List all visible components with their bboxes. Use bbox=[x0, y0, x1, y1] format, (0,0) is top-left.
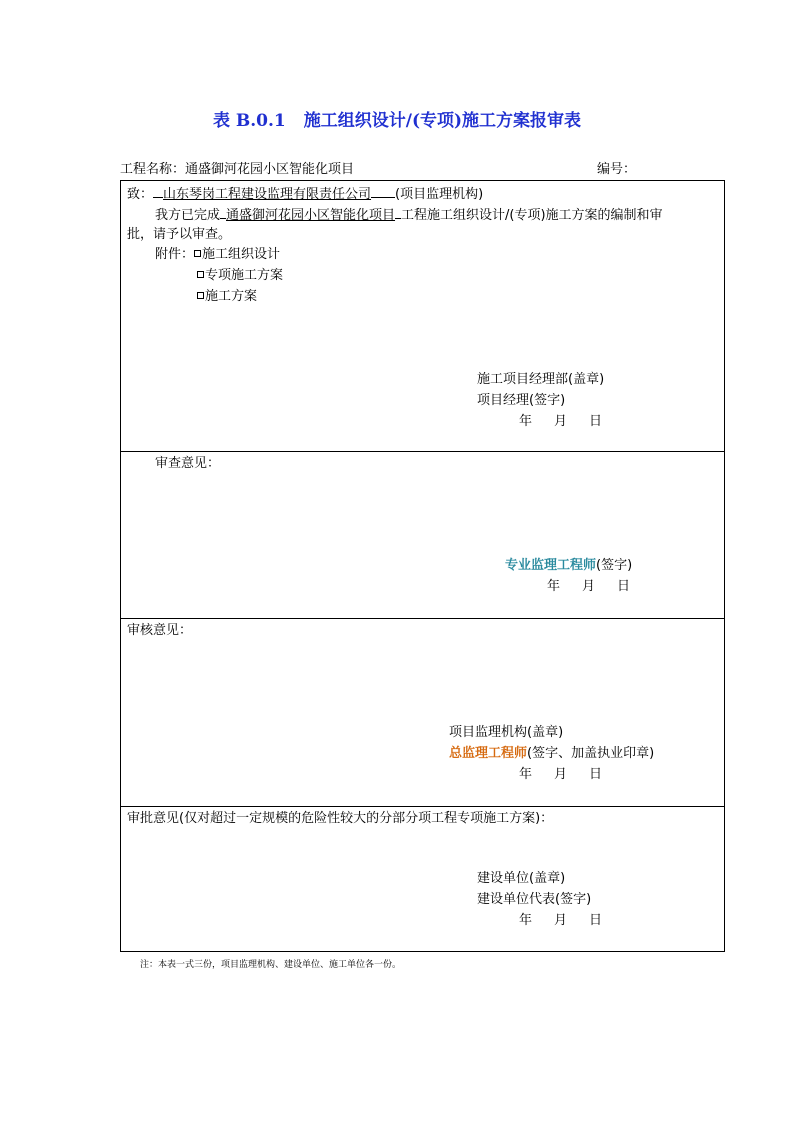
approval-label: 审批意见(仅对超过一定规模的危险性较大的分部分项工程专项施工方案)： bbox=[127, 811, 554, 826]
statement-prefix: 我方已完成 bbox=[155, 208, 221, 223]
date-year: 年 bbox=[519, 767, 533, 782]
date-row bbox=[519, 911, 602, 931]
section-review bbox=[121, 452, 724, 619]
checkbox-icon[interactable] bbox=[194, 250, 201, 257]
specialist-engineer-title: 专业监理工程师 bbox=[505, 558, 597, 573]
recipient-suffix: (项目监理机构) bbox=[395, 187, 484, 202]
date-day: 日 bbox=[589, 414, 603, 429]
date-year: 年 bbox=[519, 913, 533, 928]
review-label: 审查意见： bbox=[155, 456, 221, 471]
recipient-org: 山东琴岗工程建设监理有限责任公司 bbox=[163, 187, 372, 202]
attachment-label: 附件： bbox=[155, 247, 195, 262]
statement-suffix: 工程施工组织设计/(专项)施工方案的编制和审 bbox=[401, 208, 663, 223]
statement-line-2: 批，请予以审查。 bbox=[127, 227, 232, 242]
form-title-text: 施工组织设计/(专项)施工方案报审表 bbox=[303, 111, 582, 131]
project-name-row bbox=[120, 160, 354, 180]
client-unit-seal: 建设单位(盖章) bbox=[477, 871, 566, 886]
date-year: 年 bbox=[519, 414, 533, 429]
date-month: 月 bbox=[582, 579, 596, 594]
project-manager-sign: 项目经理(签字) bbox=[477, 393, 566, 408]
attachment-1: 施工组织设计 bbox=[202, 247, 281, 262]
client-rep-sign: 建设单位代表(签字) bbox=[477, 892, 592, 907]
statement-line-1 bbox=[155, 204, 663, 226]
date-month: 月 bbox=[554, 913, 568, 928]
date-year: 年 bbox=[547, 579, 561, 594]
contractor-dept-seal: 施工项目经理部(盖章) bbox=[477, 372, 605, 387]
date-day: 日 bbox=[589, 913, 603, 928]
section-submission bbox=[121, 181, 724, 452]
statement-project: 通盛御河花园小区智能化项目 bbox=[226, 208, 396, 223]
approval-form-table bbox=[120, 180, 725, 952]
form-code: 表 B.0.1 bbox=[212, 111, 286, 131]
attachment-2: 专项施工方案 bbox=[205, 268, 284, 283]
chief-engineer-title: 总监理工程师 bbox=[449, 746, 528, 761]
checkbox-icon[interactable] bbox=[197, 271, 204, 278]
date-row bbox=[519, 765, 602, 785]
date-month: 月 bbox=[554, 414, 568, 429]
number-label: 编号： bbox=[597, 162, 637, 177]
chief-engineer-sign bbox=[449, 744, 654, 764]
specialist-engineer-suffix: (签字) bbox=[596, 558, 633, 573]
checkbox-icon[interactable] bbox=[197, 292, 204, 299]
recipient-row bbox=[127, 183, 483, 205]
attachment-3: 施工方案 bbox=[205, 289, 258, 304]
specialist-engineer-sign bbox=[505, 556, 632, 576]
audit-label: 审核意见： bbox=[127, 623, 193, 638]
section-approval bbox=[121, 807, 724, 951]
attachment-2-row bbox=[197, 266, 283, 286]
section-audit bbox=[121, 619, 724, 807]
footnote: 注：本表一式三份，项目监理机构、建设单位、施工单位各一份。 bbox=[140, 960, 402, 970]
date-row bbox=[547, 577, 630, 597]
date-day: 日 bbox=[589, 767, 603, 782]
supervision-org-seal: 项目监理机构(盖章) bbox=[449, 725, 564, 740]
date-day: 日 bbox=[617, 579, 631, 594]
project-label: 工程名称： bbox=[120, 162, 186, 177]
attachment-1-row bbox=[155, 245, 280, 265]
chief-engineer-suffix: (签字、加盖执业印章) bbox=[527, 746, 655, 761]
form-title bbox=[0, 106, 794, 131]
date-month: 月 bbox=[554, 767, 568, 782]
to-label: 致： bbox=[127, 187, 154, 202]
project-name: 通盛御河花园小区智能化项目 bbox=[185, 162, 355, 177]
attachment-3-row bbox=[197, 287, 257, 307]
date-row bbox=[519, 412, 602, 432]
